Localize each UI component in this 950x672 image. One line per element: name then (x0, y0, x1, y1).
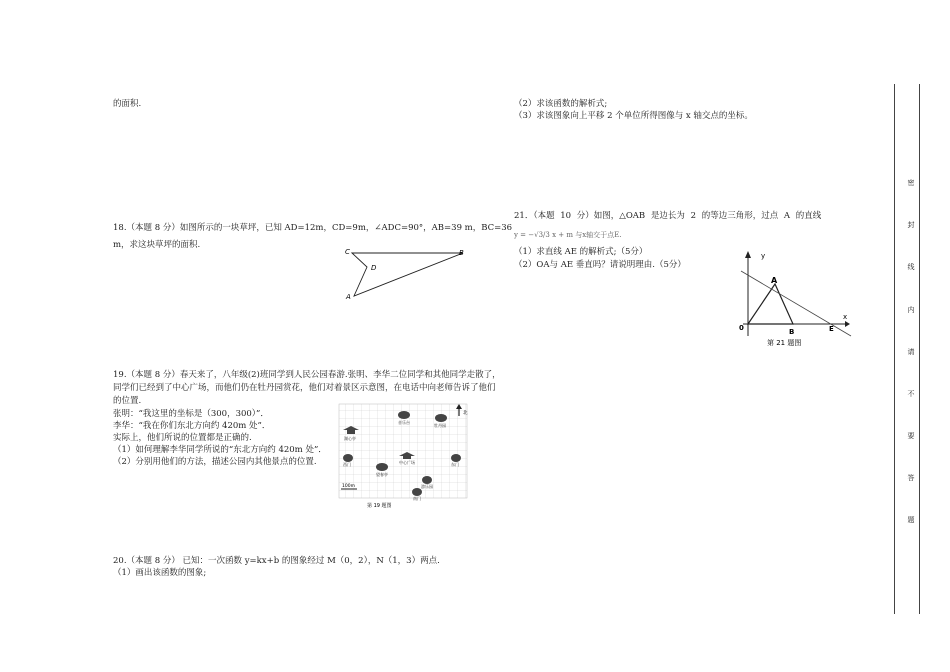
q20-line1: 20.（本题 8 分） 已知：一次函数 y=kx+b 的图象经过 M（0，2），N（1，3）两点. (113, 556, 440, 566)
q19-line4: 张明：“我这里的坐标是（300，300）”． (113, 409, 269, 419)
seal-line-left (894, 84, 895, 614)
q20-line4: （3）求该图象向上平移 2 个单位所得图像与 x 轴交点的坐标。 (514, 111, 753, 121)
seal-char-2: 封 (907, 221, 915, 229)
q19-line2: 同学们已经到了中心广场，而他们仍在牡丹园赏花，他们对着景区示意图，在电话中向老师告诉了他们 (113, 383, 496, 393)
map-label-music-stage: 音乐台 (398, 420, 410, 425)
q19-figure-caption: 第 19 题图 (367, 503, 392, 509)
seal-char-7: 要 (907, 432, 915, 440)
q19-line3: 的位置. (113, 396, 142, 406)
q21-figure (733, 248, 855, 350)
q18-line1: 18.（本题 8 分）如图所示的一块草坪，已知 AD=12m，CD=9m，∠ADC=90°，AB=39 m，BC=36 (113, 223, 513, 233)
map-label-peony-garden: 牡丹园 (434, 423, 446, 428)
seal-char-5: 请 (907, 348, 915, 356)
q18-label-d: D (371, 264, 377, 272)
q18-line2: m，求这块草坪的面积. (113, 240, 201, 250)
svg-text:A: A (771, 276, 778, 285)
seal-line-right (919, 84, 920, 614)
svg-text:y: y (761, 252, 766, 260)
q19-line1: 19.（本题 8 分）春天来了，八年级(2)班同学到人民公园春游.张明、李华二位同学和其他同学走散了， (113, 370, 501, 380)
q18-label-b: B (459, 249, 464, 257)
svg-text:x: x (843, 313, 848, 321)
q21-line1: 21．（本题 10 分）如图，△OAB 是边长为 2 的等边三角形，过点 A 的直线 (514, 211, 822, 221)
map-label-west-gate: 西门 (343, 462, 351, 467)
q18-figure (340, 244, 475, 304)
seal-char-1: 密 (907, 179, 915, 187)
q19-park-map (337, 402, 471, 510)
svg-text:B: B (789, 328, 795, 336)
svg-text:0: 0 (739, 324, 744, 332)
q20-line2: （1）画出该函数的图象; (113, 568, 207, 578)
map-scale (341, 483, 357, 489)
svg-text:E: E (829, 325, 834, 333)
svg-text:100m: 100m (342, 484, 355, 489)
q19-line6: 实际上，他们所说的位置都是正确的. (113, 433, 252, 443)
seal-char-4: 内 (907, 306, 915, 314)
map-label-east-gate: 东门 (451, 462, 459, 467)
q20-line3: （2）求该函数的解析式; (514, 99, 608, 109)
q21-line3: （1）求直线 AE 的解析式;（5分） (514, 247, 648, 257)
seal-char-8: 答 (907, 474, 915, 482)
q18-label-a: A (346, 293, 351, 301)
map-label-center-square: 中心广场 (399, 460, 415, 465)
seal-char-9: 题 (907, 516, 915, 524)
seal-char-6: 不 (907, 390, 915, 398)
q18-label-c: C (345, 248, 350, 256)
map-label-south-gate: 南门 (413, 496, 421, 501)
map-label-amusement-park: 游乐园 (421, 484, 433, 489)
q19-line7: （1）如何理解李华同学所说的“东北方向约 420m 处”． (113, 445, 327, 455)
q21-line4: （2）OA与 AE 垂直吗？请说明理由.（5分） (514, 260, 686, 270)
map-label-lake-pavilion: 湖心亭 (344, 436, 356, 441)
map-label-spring-pavilion: 望春亭 (376, 472, 388, 477)
q21-figure-caption: 第 21 题图 (767, 339, 802, 347)
q19-line8: （2）分别用他们的方法，描述公园内其他景点的位置. (113, 457, 317, 467)
q21-line2: y = −√3/3 x + m 与x轴交于点E. (514, 231, 622, 239)
svg-text:北: 北 (463, 411, 468, 416)
seal-char-3: 线 (907, 263, 915, 271)
q17-tail: 的面积. (113, 99, 142, 109)
q19-line5: 李华：“我在你们东北方向约 420m 处”． (113, 421, 271, 431)
